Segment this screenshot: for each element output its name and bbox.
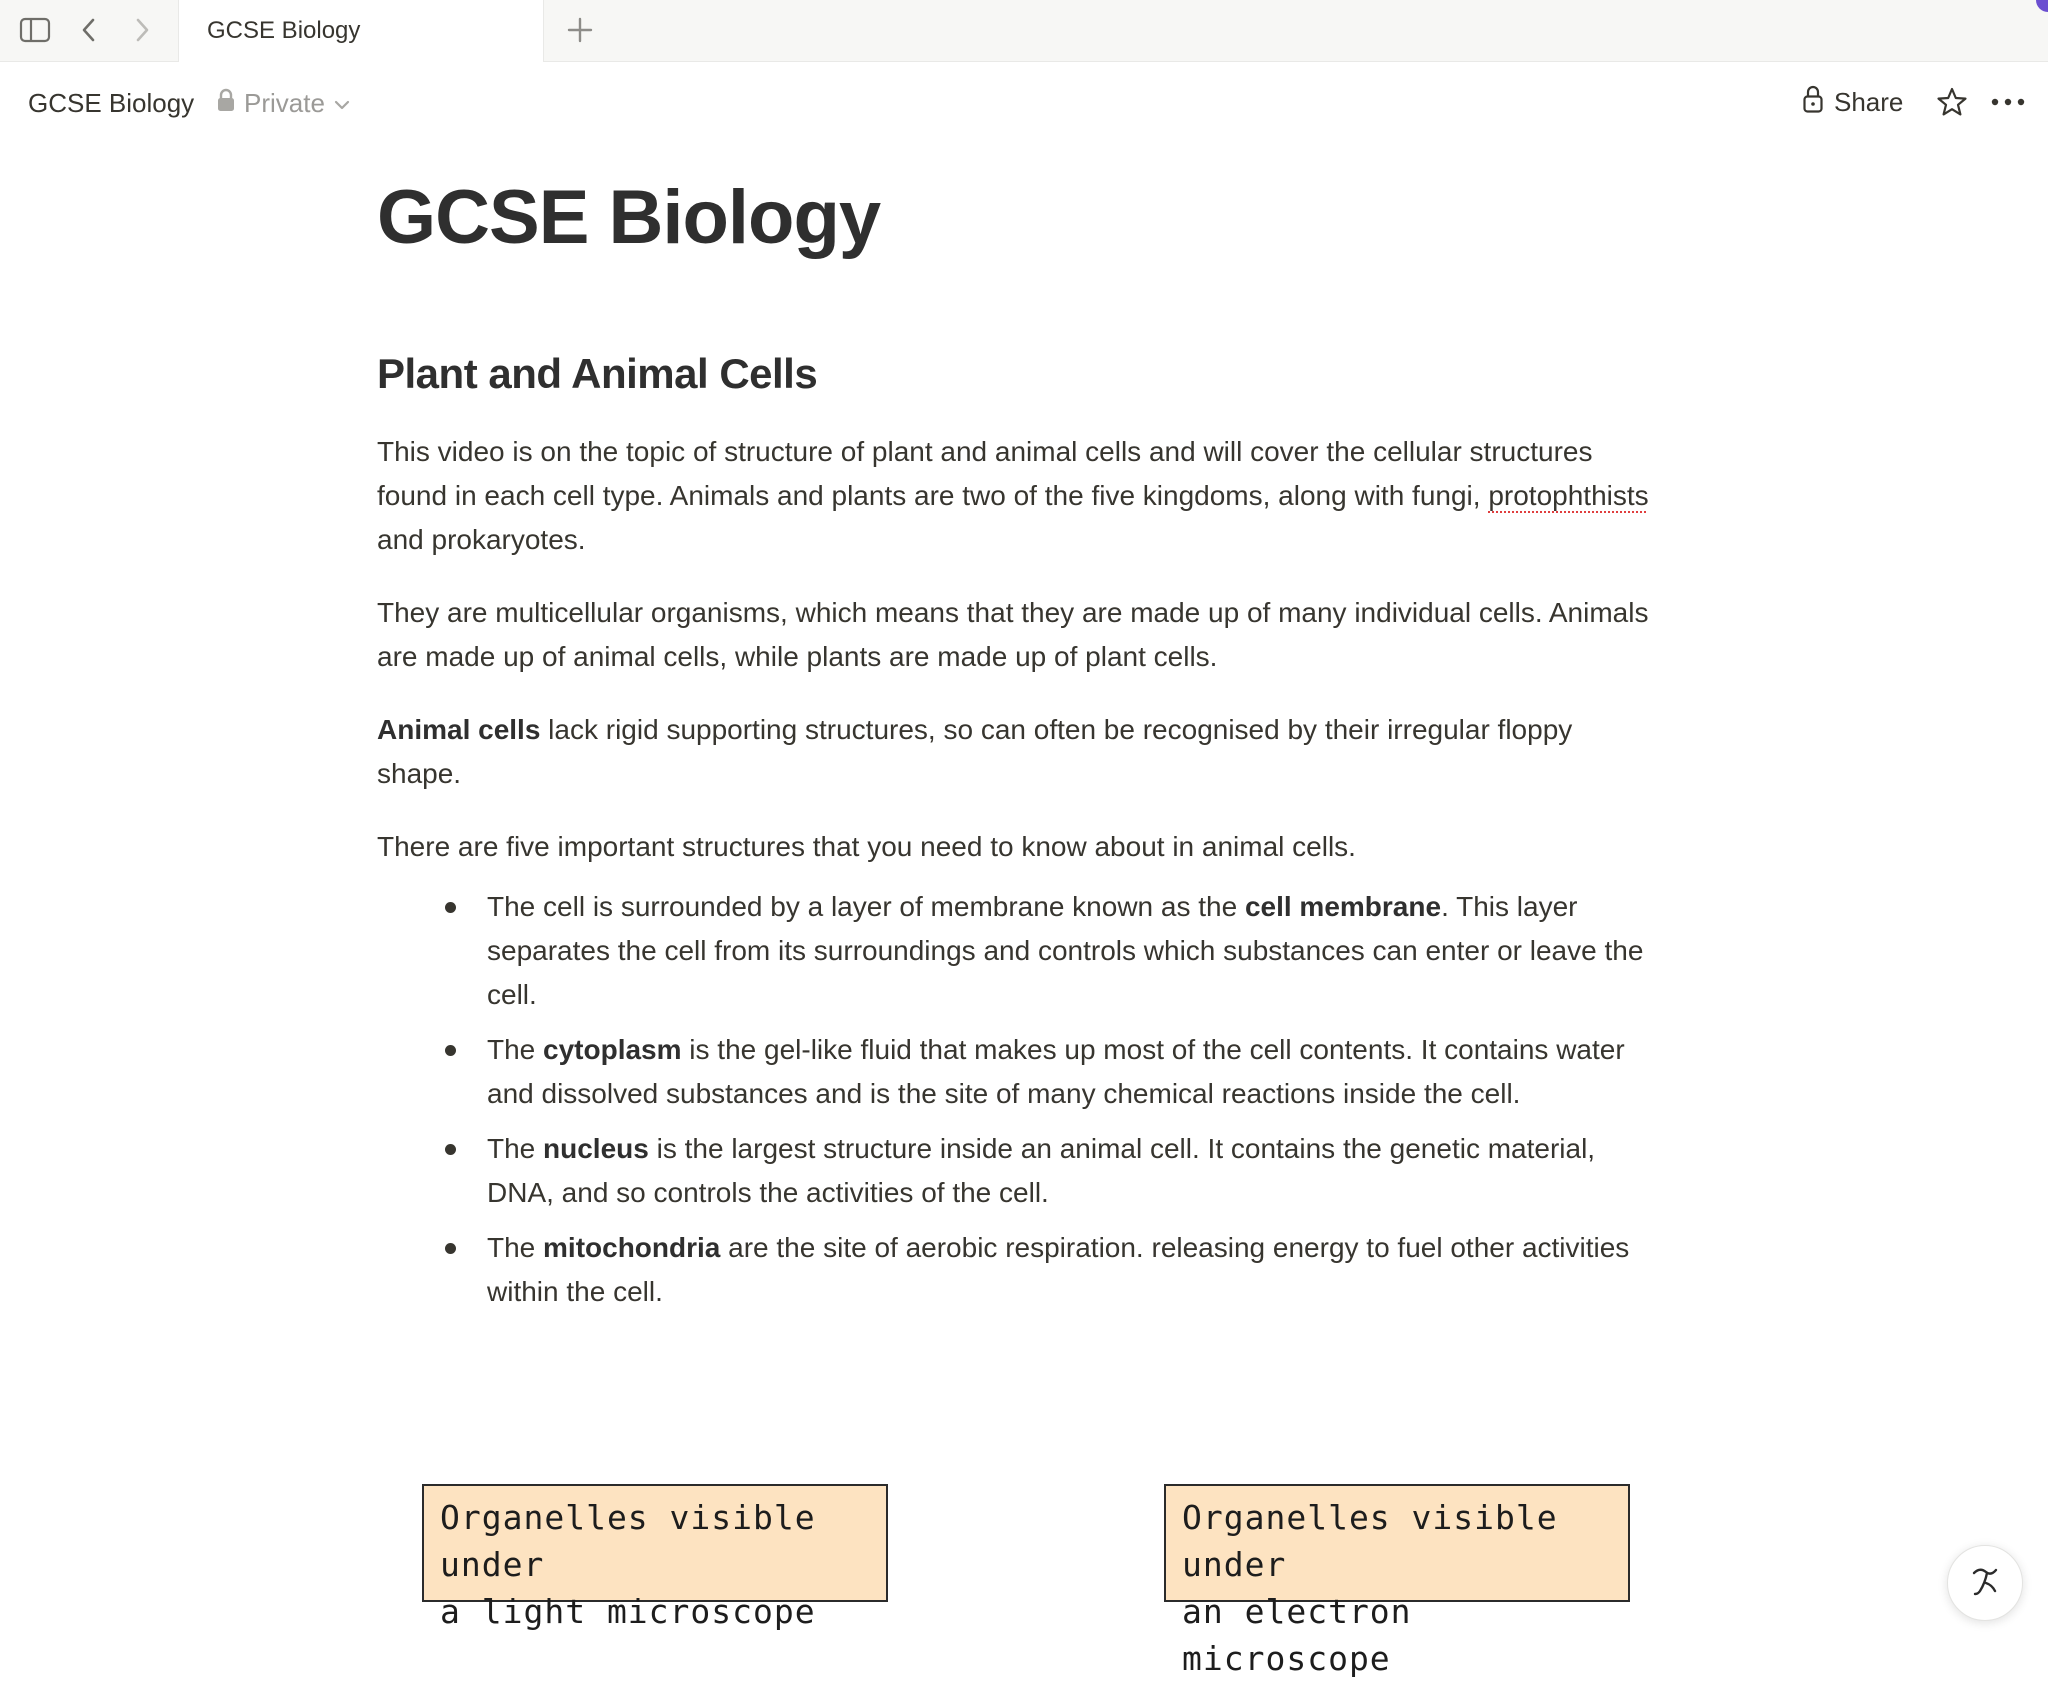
paragraph-five-structures[interactable]: There are five important structures that you need to know about in animal cells. <box>377 831 1356 862</box>
bold-term: Animal cells <box>377 714 541 745</box>
chevron-down-icon <box>333 88 351 119</box>
list-text: The <box>487 1232 544 1263</box>
document-body <box>377 170 1649 1325</box>
bullet-dot-icon <box>445 902 456 913</box>
paragraph-text: This video is on the topic of structure of plant and animal cells and will cover the cellular structures found in each cell type. Animals and plants are two of the five kingdoms, along with fungi, <box>377 436 1593 511</box>
tab-title: GCSE Biology <box>207 17 361 44</box>
star-icon[interactable] <box>1934 84 1970 120</box>
list-text: The <box>487 1034 544 1065</box>
bold-term: cell membrane <box>1244 891 1442 922</box>
paragraph-intro[interactable] <box>377 430 1649 562</box>
list-text: is the gel-like fluid that makes up most of the cell contents. It contains water and dissolved substances and is the site of many chemical reactions inside the cell. <box>487 1034 1625 1109</box>
more-icon[interactable] <box>1988 84 2028 120</box>
card-line: an electron microscope <box>1182 1592 1412 1678</box>
privacy-label: Private <box>244 87 325 118</box>
bullet-dot-icon <box>445 1243 456 1254</box>
forward-arrow-icon[interactable] <box>124 12 160 48</box>
back-arrow-icon[interactable] <box>71 12 107 48</box>
light-microscope-card[interactable] <box>422 1484 888 1631</box>
page-header-bar <box>0 62 2048 142</box>
list-item[interactable] <box>487 1127 1649 1215</box>
list-text: is the largest structure inside an animal cell. It contains the genetic material, DNA, and so controls the activities of the cell. <box>487 1133 1596 1208</box>
card-line: Organelles visible under <box>1182 1498 1558 1584</box>
bullet-list <box>377 885 1649 1314</box>
list-item[interactable] <box>487 885 1649 1017</box>
new-tab-plus-icon[interactable] <box>562 12 598 48</box>
tab-bar <box>0 0 2048 62</box>
tab-gcse-biology[interactable] <box>178 0 544 62</box>
bullet-dot-icon <box>445 1144 456 1155</box>
bold-term: nucleus <box>543 1133 649 1164</box>
share-button[interactable] <box>1802 84 1903 120</box>
list-text: . This layer separates the cell from its surroundings and controls which substances can enter or leave the cell. <box>487 891 1644 1010</box>
bold-term: mitochondria <box>543 1232 721 1263</box>
sidebar-toggle-icon[interactable] <box>17 12 53 48</box>
paragraph-text: lack rigid supporting structures, so can often be recognised by their irregular floppy shape. <box>377 714 1573 789</box>
electron-microscope-card[interactable] <box>1164 1484 1630 1678</box>
bold-term: cytoplasm <box>543 1034 682 1065</box>
ai-assistant-icon <box>1965 1561 2005 1606</box>
share-label: Share <box>1834 86 1904 117</box>
card-line: a light microscope <box>440 1592 816 1631</box>
list-text: The <box>487 1133 544 1164</box>
section-heading[interactable]: Plant and Animal Cells <box>377 350 818 397</box>
lock-icon <box>216 88 236 119</box>
misspelled-word[interactable]: protophthists <box>1488 480 1649 511</box>
list-text: The cell is surrounded by a layer of membrane known as the <box>487 891 1245 922</box>
paragraph-animal-cells[interactable] <box>377 708 1649 796</box>
privacy-menu[interactable] <box>216 86 351 120</box>
card-line: Organelles visible under <box>440 1498 816 1584</box>
page-title[interactable]: GCSE Biology <box>377 175 881 260</box>
paragraph-text: and prokaryotes. <box>377 524 586 555</box>
bullet-dot-icon <box>445 1045 456 1056</box>
list-text: are the site of aerobic respiration. releasing energy to fuel other activities within the cell. <box>487 1232 1630 1307</box>
lock-icon <box>1802 84 1824 121</box>
paragraph-multicellular[interactable]: They are multicellular organisms, which means that they are made up of many individual cells. Animals are made up of animal cells, while plants are made up of plant cells. <box>377 597 1649 672</box>
breadcrumb[interactable]: GCSE Biology <box>28 88 195 118</box>
ai-assistant-button[interactable] <box>1947 1545 2023 1621</box>
list-item[interactable] <box>487 1226 1649 1314</box>
list-item[interactable] <box>487 1028 1649 1116</box>
